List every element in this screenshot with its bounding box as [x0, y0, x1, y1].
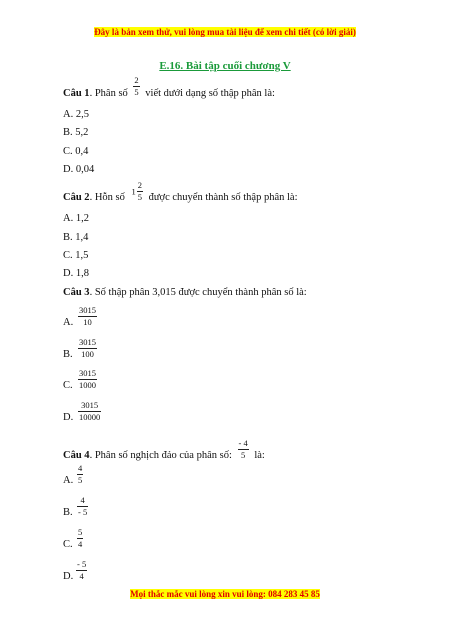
question-3 — [63, 287, 307, 298]
q4-option-b-letter: B. — [63, 507, 73, 518]
fraction-numerator: 2 — [134, 75, 139, 85]
fraction-numerator: 4 — [77, 495, 88, 507]
question-4-text-after: là: — [254, 449, 265, 461]
fraction-denominator: 5 — [78, 475, 83, 485]
mixed-number — [131, 180, 148, 202]
q1-option-b: B. 5,2 — [63, 127, 89, 138]
q1-option-c: C. 0,4 — [63, 146, 89, 157]
question-4-label: Câu 4 — [63, 449, 90, 461]
q4-option-c-fraction — [77, 527, 83, 550]
fraction-numerator: 3015 — [79, 305, 96, 315]
fraction-numerator: 3015 — [79, 368, 96, 378]
question-2-text-after: được chuyển thành số thập phân là: — [148, 191, 298, 203]
q3-option-b-letter: B. — [63, 349, 73, 360]
question-3-text: . Số thập phân 3,015 được chuyển thành phân số là: — [89, 287, 307, 298]
mixed-number-whole: 1 — [131, 186, 136, 197]
q2-option-a: A. 1,2 — [63, 213, 89, 224]
question-2-label: Câu 2 — [63, 191, 90, 203]
fraction-denominator: 1000 — [79, 380, 96, 390]
question-4-fraction — [238, 438, 249, 461]
q4-option-a-letter: A. — [63, 475, 74, 486]
q1-option-d: D. 0,04 — [63, 164, 95, 175]
q3-option-d-fraction — [78, 400, 101, 423]
q1-option-a: A. 2,5 — [63, 109, 89, 120]
question-1-text-after: viết dưới dạng số thập phân là: — [145, 87, 275, 99]
fraction-denominator: 4 — [78, 539, 83, 549]
fraction-denominator: 10 — [83, 317, 92, 327]
question-2 — [63, 180, 298, 209]
fraction-numerator: - 4 — [238, 438, 248, 448]
question-4-text-before: . Phân số nghịch đảo của phân số: — [89, 449, 232, 461]
fraction-denominator: 10000 — [79, 412, 101, 422]
q3-option-c-letter: C. — [63, 380, 73, 391]
q3-option-a-fraction — [78, 305, 97, 328]
q3-option-a-letter: A. — [63, 317, 74, 328]
fraction-denominator: - 5 — [78, 507, 88, 517]
preview-banner — [0, 27, 450, 37]
question-3-label: Câu 3 — [63, 287, 90, 298]
fraction-numerator: 3015 — [79, 337, 96, 347]
q3-option-c-fraction — [78, 368, 97, 391]
section-title: E.16. Bài tập cuối chương V — [159, 60, 291, 72]
fraction-denominator: 100 — [81, 349, 94, 359]
fraction-numerator: 5 — [78, 527, 83, 537]
mixed-number-fraction — [137, 180, 143, 203]
question-1-label: Câu 1 — [63, 87, 90, 99]
preview-banner-text: Đây là bản xem thử, vui lòng mua tài liệu để xem chi tiết (có lời giải) — [94, 27, 356, 37]
fraction-denominator: 4 — [79, 571, 84, 581]
fraction-numerator: 4 — [78, 463, 83, 473]
fraction-numerator: 3015 — [78, 400, 101, 412]
fraction-denominator: 5 — [137, 192, 142, 202]
fraction-numerator: - 5 — [77, 559, 87, 569]
q3-option-b-fraction — [78, 337, 97, 360]
question-2-text-before: . Hỗn số — [89, 191, 125, 203]
fraction-denominator: 5 — [134, 87, 139, 97]
q4-option-d-fraction — [76, 559, 87, 582]
q3-option-d-letter: D. — [63, 412, 74, 423]
contact-banner-text: Mọi thắc mắc vui lòng xin vui lòng: 084 283 45 85 — [130, 589, 320, 599]
contact-banner — [0, 589, 450, 599]
q2-option-c: C. 1,5 — [63, 250, 89, 261]
q2-option-b: B. 1,4 — [63, 232, 89, 243]
fraction-numerator: 2 — [137, 180, 142, 190]
question-4 — [63, 438, 265, 467]
q4-option-b-fraction — [77, 495, 88, 518]
question-1 — [63, 75, 275, 105]
question-1-text-before: . Phân số — [89, 87, 128, 99]
q4-option-a-fraction — [77, 463, 83, 486]
fraction-denominator: 5 — [240, 450, 246, 460]
q4-option-d-letter: D. — [63, 571, 74, 582]
q4-option-c-letter: C. — [63, 539, 73, 550]
question-1-fraction — [133, 75, 139, 98]
q2-option-d: D. 1,8 — [63, 268, 89, 279]
